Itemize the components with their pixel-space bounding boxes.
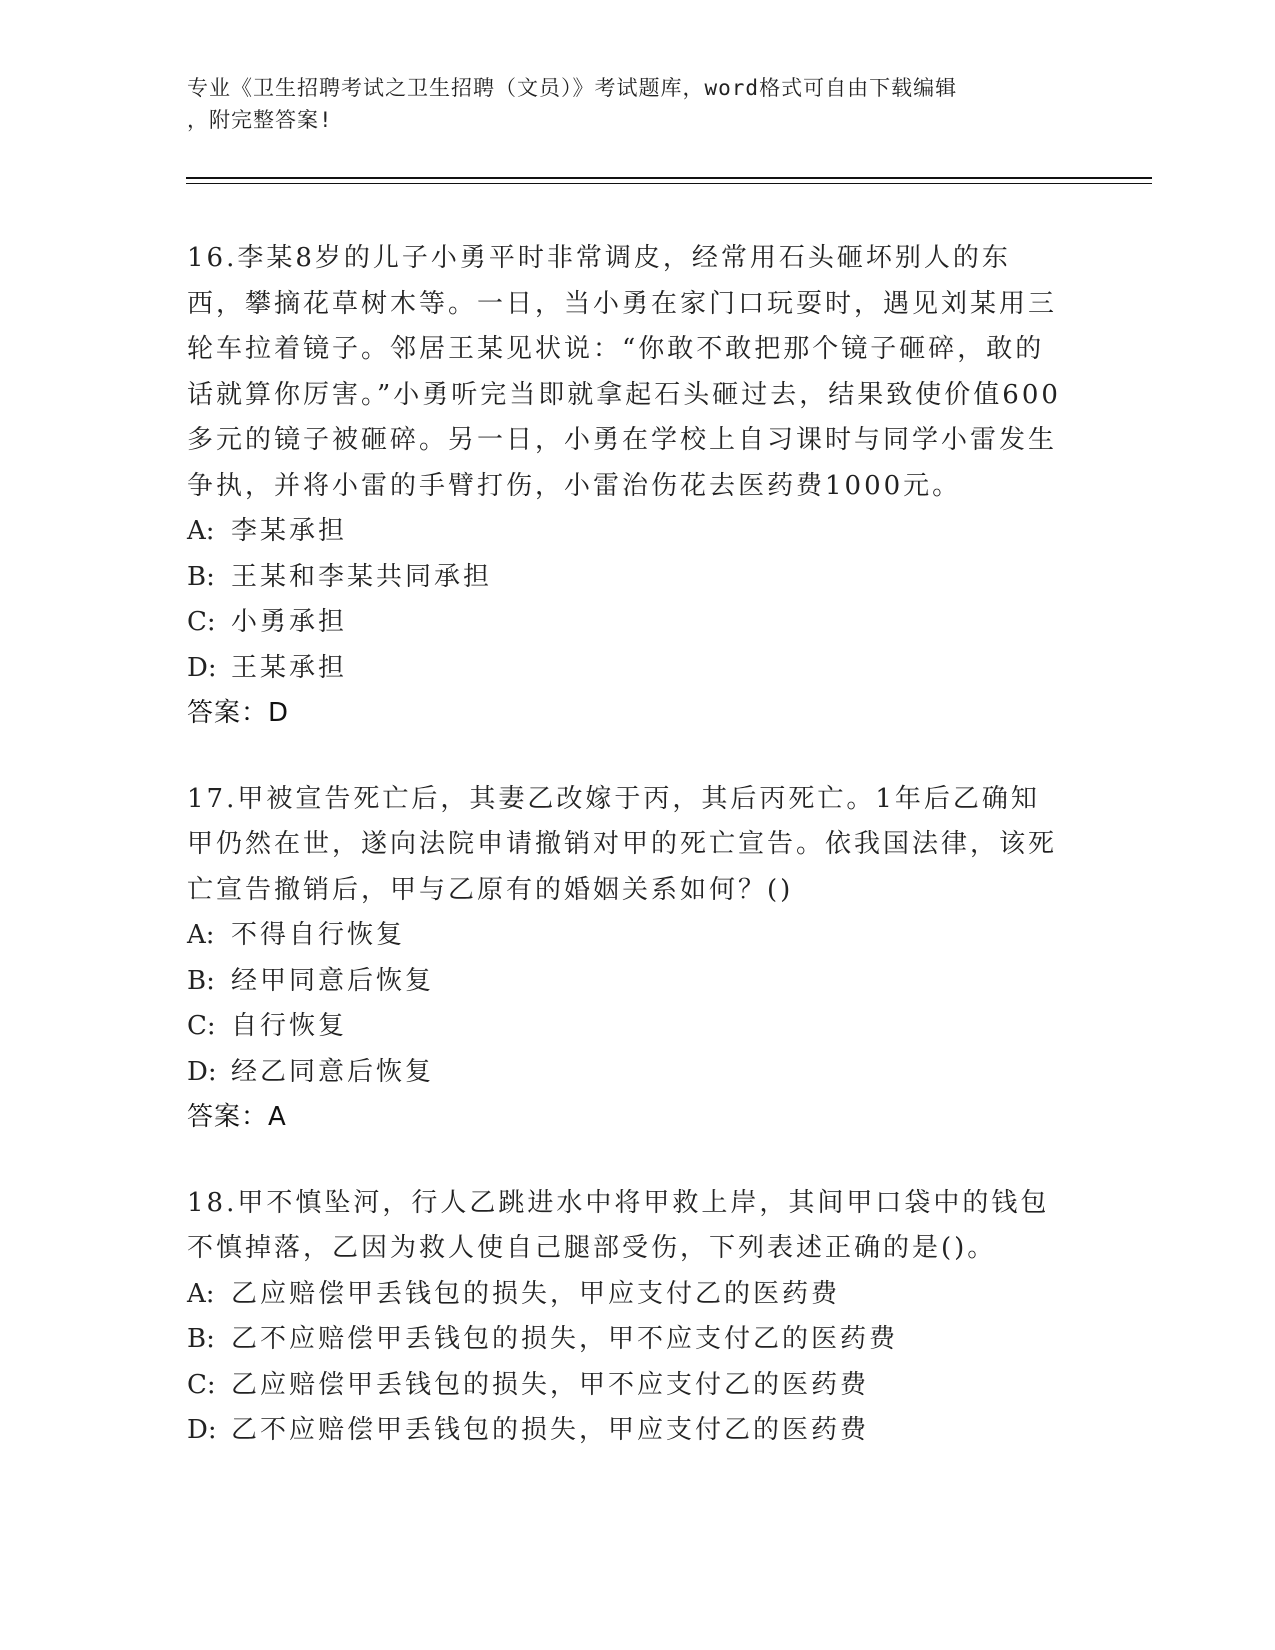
option-letter: A: (187, 1278, 215, 1309)
option-b (187, 959, 1067, 1005)
option-letter: B: (187, 965, 215, 996)
option-letter: D: (187, 652, 217, 683)
option-text: 王某和李某共同承担 (231, 561, 493, 592)
option-text: 自行恢复 (231, 1011, 348, 1041)
option-text: 乙不应赔偿甲丢钱包的损失，甲不应支付乙的医药费 (231, 1324, 899, 1354)
option-letter: B: (187, 1324, 215, 1354)
document-header (187, 72, 1087, 136)
answer-label: 答案：A (187, 1102, 287, 1132)
option-text: 乙应赔偿甲丢钱包的损失，甲不应支付乙的医药费 (231, 1369, 870, 1400)
question-stem: 17.甲被宣告死亡后，其妻乙改嫁于丙，其后丙死亡。1年后乙确知甲仍然在世，遂向法院申请撤销对甲的死亡宣告。依我国法律，该死亡宣告撤销后，甲与乙原有的婚姻关系如何？() (187, 783, 1058, 905)
option-letter: C: (187, 1369, 216, 1400)
question-stem: 16.李某8岁的儿子小勇平时非常调皮，经常用石头砸坏别人的东西，攀摘花草树木等。一日，当小勇在家门口玩耍时，遇见刘某用三轮车拉着镜子。邻居王某见状说：“你敢不敢把那个镜子砸碎，敢的话就算你厉害。”小勇听完当即就拿起石头砸过去，结果致使价值600多元的镜子被砸碎。另一日，小勇在学校上自习课时与同学小雷发生争执，并将小雷的手臂打伤，小雷治伤花去医药费1000元。 (187, 243, 1061, 501)
option-letter: C: (187, 1011, 216, 1041)
question-16 (187, 236, 1067, 737)
option-letter: A: (187, 920, 215, 950)
option-d (187, 1408, 1067, 1454)
option-a (187, 509, 1067, 555)
option-text: 不得自行恢复 (231, 920, 406, 950)
option-a (187, 1272, 1067, 1318)
option-b (187, 555, 1067, 601)
header-divider-thick (186, 177, 1152, 179)
option-d (187, 1050, 1067, 1096)
option-text: 经乙同意后恢复 (231, 1056, 435, 1087)
option-letter: A: (187, 516, 215, 546)
option-c (187, 1004, 1067, 1050)
header-line-2: ，附完整答案! (187, 108, 333, 132)
answer-label: 答案：D (187, 698, 290, 728)
option-letter: D: (187, 1056, 217, 1087)
option-letter: C: (187, 607, 216, 637)
header-line-1: 专业《卫生招聘考试之卫生招聘（文员）》考试题库，word格式可自由下载编辑 (187, 76, 958, 100)
question-list (187, 236, 1067, 1494)
option-c (187, 1363, 1067, 1409)
option-c (187, 600, 1067, 646)
header-divider-thin (186, 183, 1152, 184)
option-letter: B: (187, 561, 215, 592)
option-d (187, 646, 1067, 692)
option-text: 经甲同意后恢复 (231, 965, 435, 996)
question-stem: 18.甲不慎坠河，行人乙跳进水中将甲救上岸，其间甲口袋中的钱包不慎掉落，乙因为救人使自己腿部受伤，下列表述正确的是()。 (187, 1187, 1050, 1263)
option-text: 小勇承担 (231, 607, 348, 637)
option-a (187, 913, 1067, 959)
option-text: 王某承担 (231, 652, 348, 683)
option-letter: D: (187, 1415, 217, 1445)
option-text: 乙应赔偿甲丢钱包的损失，甲应支付乙的医药费 (231, 1278, 841, 1309)
option-b (187, 1317, 1067, 1363)
option-text: 李某承担 (231, 516, 348, 546)
question-17 (187, 777, 1067, 1141)
question-18 (187, 1181, 1067, 1454)
option-text: 乙不应赔偿甲丢钱包的损失，甲应支付乙的医药费 (231, 1415, 870, 1445)
